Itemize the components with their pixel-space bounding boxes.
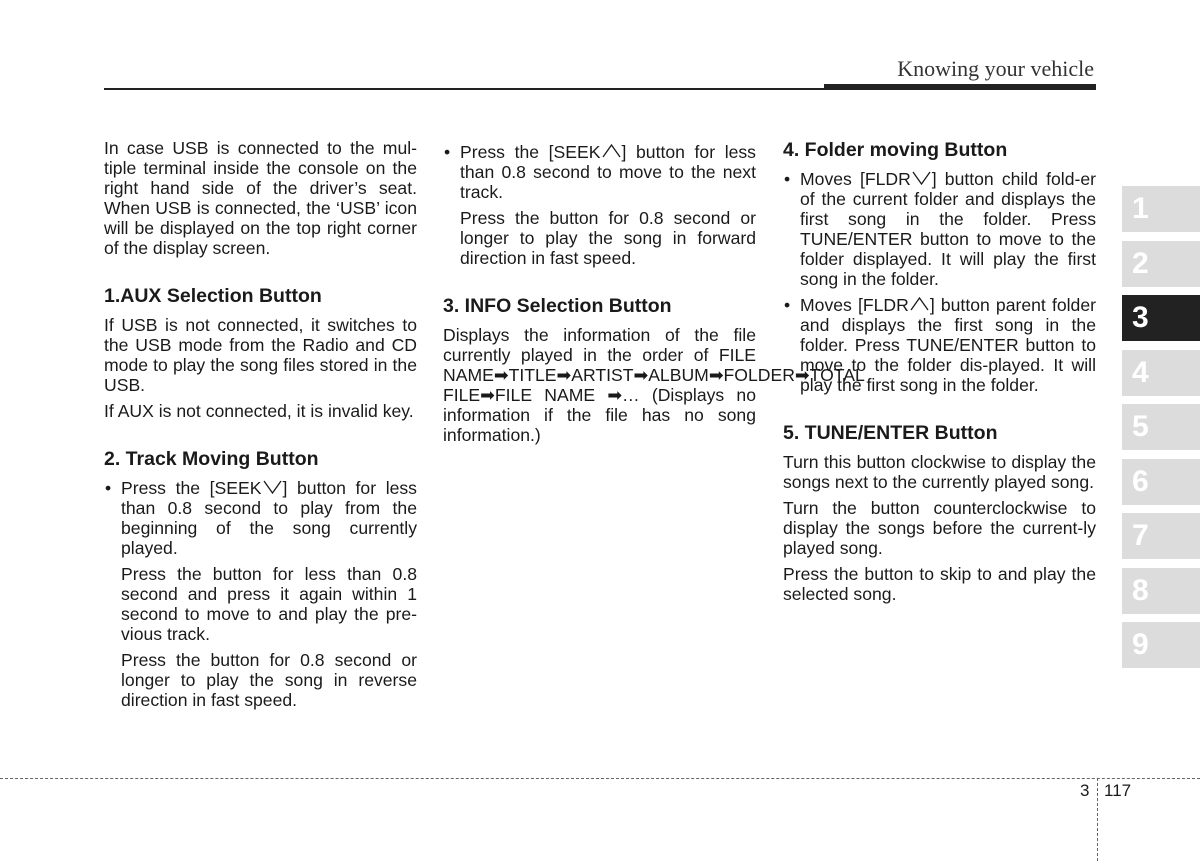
header-rule-thin <box>104 88 824 90</box>
chapter-tab-3[interactable]: 3 <box>1122 295 1200 341</box>
chevron-down-icon <box>262 479 283 495</box>
bullet-text: ] button child fold-er of the current folder and displays the first song in the folder. Press TUNE/ENTER button to move to the folder displayed. It will play the first song in the folder. <box>800 169 1096 289</box>
bullet-text: ] button for less than 0.8 second to move to the next track. <box>460 142 756 202</box>
chapter-tabs <box>1122 186 1200 677</box>
seek-down-bullet <box>104 478 417 558</box>
info-selection-heading: 3. INFO Selection Button <box>443 295 672 317</box>
chevron-up-icon <box>909 296 930 312</box>
footer-page-number: 117 <box>1104 781 1132 800</box>
footer-dashed-rule <box>0 778 1200 779</box>
seek-down-continuation-1: Press the button for less than 0.8 second and press it again within 1 second to move to and play the pre-vious track. <box>121 564 417 644</box>
footer-chapter-number: 3 <box>1080 781 1090 800</box>
tune-enter-heading: 5. TUNE/ENTER Button <box>783 422 998 444</box>
bullet-text: ] button for less than 0.8 second to play from the beginning of the song currently played. <box>121 478 417 558</box>
column-3 <box>783 138 1096 610</box>
chevron-up-icon <box>601 143 622 159</box>
track-moving-heading: 2. Track Moving Button <box>104 448 319 470</box>
aux-paragraph-1: If USB is not connected, it switches to the USB mode from the Radio and CD mode to play the song files stored in the USB. <box>104 315 417 395</box>
header-rule-thick <box>824 84 1096 90</box>
header-title: Knowing your vehicle <box>897 56 1094 81</box>
bullet-text: Moves [FLDR <box>800 295 909 315</box>
chapter-tab-2[interactable]: 2 <box>1122 241 1200 287</box>
seek-down-continuation-2: Press the button for 0.8 second or longer to play the song in reverse direction in fast speed. <box>121 650 417 710</box>
footer-vertical-dashed-rule <box>1097 778 1098 861</box>
chapter-tab-5[interactable]: 5 <box>1122 404 1200 450</box>
bullet-dot: • <box>444 142 451 162</box>
folder-moving-heading: 4. Folder moving Button <box>783 139 1008 161</box>
chevron-down-icon <box>911 170 932 186</box>
chapter-tab-8[interactable]: 8 <box>1122 568 1200 614</box>
chapter-tab-1[interactable]: 1 <box>1122 186 1200 232</box>
bullet-text: ] button parent folder and displays the first song in the folder. Press TUNE/ENTER button to move to the folder dis-played. It will play the first song in the folder. <box>800 295 1096 395</box>
fldr-up-bullet <box>783 295 1096 395</box>
seek-up-bullet <box>443 142 756 202</box>
usb-intro-paragraph: In case USB is connected to the mul-tiple terminal inside the console on the right hand side of the driver’s seat. When USB is connected, the ‘USB’ icon will be displayed on the top right corner of the display screen. <box>104 138 417 258</box>
info-paragraph: Displays the information of the file currently played in the order of FILE NAME➡TITLE➡ARTIST➡ALBUM➡FOLDER➡TOTAL FILE➡FILE NAME ➡… (Displays no information if the file has no song information.) <box>443 325 865 445</box>
bullet-dot: • <box>105 478 112 498</box>
bullet-text: Press the [SEEK <box>460 142 601 162</box>
aux-selection-heading: 1.AUX Selection Button <box>104 285 322 307</box>
chapter-tab-7[interactable]: 7 <box>1122 513 1200 559</box>
chapter-tab-4[interactable]: 4 <box>1122 350 1200 396</box>
bullet-text: Press the [SEEK <box>121 478 262 498</box>
fldr-down-bullet <box>783 169 1096 289</box>
bullet-dot: • <box>784 295 791 315</box>
column-1 <box>104 138 417 716</box>
bullet-dot: • <box>784 169 791 189</box>
tune-paragraph-2: Turn the button counterclockwise to display the songs before the current-ly played song. <box>783 498 1096 558</box>
aux-paragraph-2: If AUX is not connected, it is invalid key. <box>104 401 414 421</box>
seek-up-continuation: Press the button for 0.8 second or longer to play the song in forward direction in fast speed. <box>460 208 756 268</box>
tune-paragraph-3: Press the button to skip to and play the selected song. <box>783 564 1096 604</box>
tune-paragraph-1: Turn this button clockwise to display the songs next to the currently played song. <box>783 452 1096 492</box>
bullet-text: Moves [FLDR <box>800 169 911 189</box>
chapter-tab-9[interactable]: 9 <box>1122 622 1200 668</box>
chapter-tab-6[interactable]: 6 <box>1122 459 1200 505</box>
